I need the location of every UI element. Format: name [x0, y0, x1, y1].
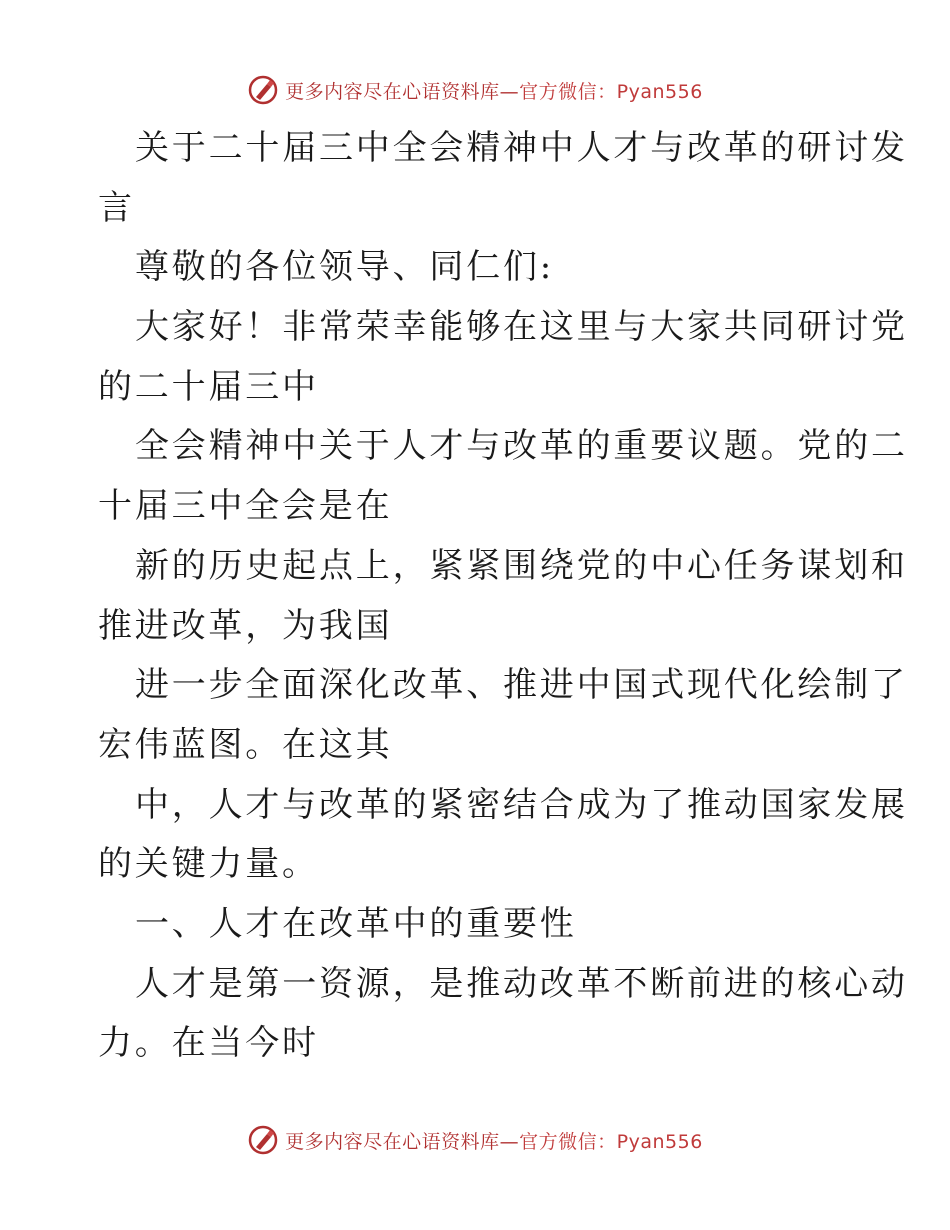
banner-text — [285, 77, 703, 104]
text-line: 言 — [98, 187, 135, 228]
pen-logo-icon — [247, 74, 279, 106]
banner-wechat-text: 官方微信：Pyan556 — [519, 80, 703, 103]
pen-logo-icon — [247, 1124, 279, 1156]
footer-banner — [0, 1120, 950, 1160]
text-line: 新的历史起点上，紧紧围绕党的中心任务谋划和 — [135, 545, 908, 586]
text-line: 大家好！非常荣幸能够在这里与大家共同研讨党 — [135, 307, 908, 348]
text-line: 力。在当今时 — [98, 1023, 319, 1064]
text-line: 的二十届三中 — [98, 366, 319, 407]
banner-text — [285, 1127, 703, 1154]
text-line: 全会精神中关于人才与改革的重要议题。党的二 — [135, 426, 908, 467]
document-body — [0, 119, 950, 1074]
banner-main-text: 更多内容尽在心语资料库 — [285, 1130, 500, 1153]
text-line: 十届三中全会是在 — [98, 486, 393, 527]
text-line: 的关键力量。 — [98, 844, 319, 885]
text-line: 推进改革，为我国 — [98, 605, 393, 646]
banner-wechat-text: 官方微信：Pyan556 — [519, 1130, 703, 1153]
text-line: 宏伟蓝图。在这其 — [98, 724, 393, 765]
banner-dash: — — [499, 80, 520, 103]
text-line: 尊敬的各位领导、同仁们: — [135, 247, 555, 288]
section-heading: 一、人才在改革中的重要性 — [135, 903, 577, 944]
header-banner — [0, 70, 950, 110]
banner-dash: — — [499, 1130, 520, 1153]
text-line: 人才是第一资源，是推动改革不断前进的核心动 — [135, 963, 908, 1004]
banner-main-text: 更多内容尽在心语资料库 — [285, 80, 500, 103]
text-line: 中，人才与改革的紧密结合成为了推动国家发展 — [135, 784, 908, 825]
text-line: 进一步全面深化改革、推进中国式现代化绘制了 — [135, 665, 908, 706]
text-line: 关于二十届三中全会精神中人才与改革的研讨发 — [135, 128, 908, 168]
